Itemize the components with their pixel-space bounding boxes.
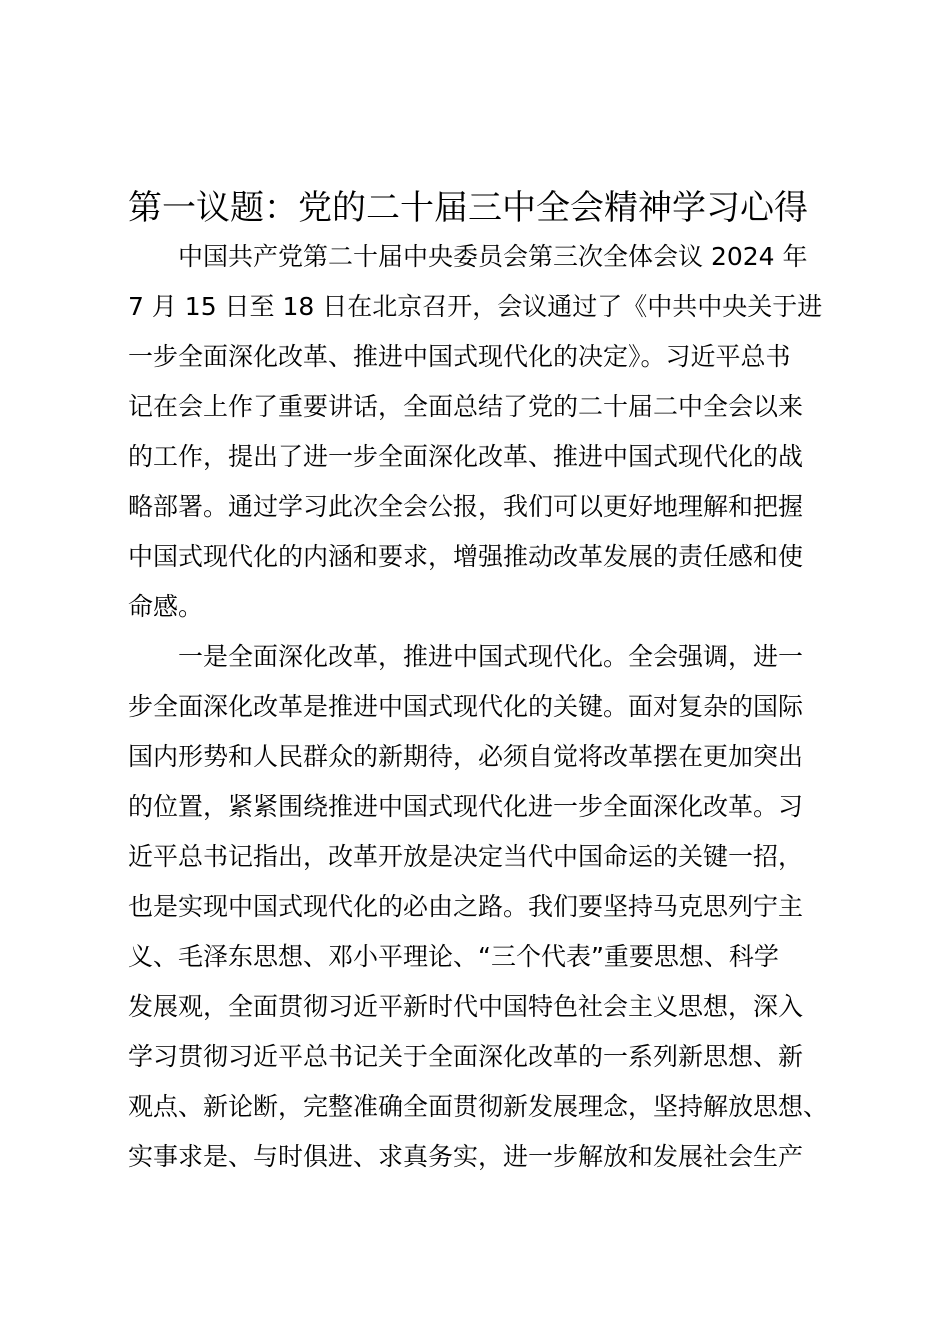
- paragraph-line: 中国式现代化的内涵和要求，增强推动改革发展的责任感和使: [128, 542, 804, 571]
- paragraph-line: 一步全面深化改革、推进中国式现代化的决定》。习近平总书: [128, 342, 791, 371]
- paragraph-line: 义、毛泽东思想、邓小平理论、“三个代表”重要思想、科学: [128, 942, 779, 971]
- paragraph-line: 也是实现中国式现代化的必由之路。我们要坚持马克思列宁主: [128, 892, 804, 921]
- paragraph-line: 中国共产党第二十届中央委员会第三次全体会议 2024 年: [178, 242, 808, 271]
- paragraph-line: 近平总书记指出，改革开放是决定当代中国命运的关键一招，: [128, 842, 804, 871]
- paragraph-line: 略部署。通过学习此次全会公报，我们可以更好地理解和把握: [128, 492, 804, 521]
- paragraph-line: 的位置，紧紧围绕推进中国式现代化进一步全面深化改革。习: [128, 792, 804, 821]
- paragraph-line: 命感。: [128, 592, 204, 621]
- paragraph-line: 一是全面深化改革，推进中国式现代化。全会强调，进一: [178, 642, 804, 671]
- paragraph-line: 实事求是、与时俱进、求真务实，进一步解放和发展社会生产: [128, 1142, 804, 1171]
- paragraph-line: 的工作，提出了进一步全面深化改革、推进中国式现代化的战: [128, 442, 804, 471]
- paragraph-line: 发展观，全面贯彻习近平新时代中国特色社会主义思想，深入: [128, 992, 804, 1021]
- paragraph-line: 观点、新论断，完整准确全面贯彻新发展理念，坚持解放思想、: [128, 1092, 829, 1121]
- paragraph-line: 国内形势和人民群众的新期待，必须自觉将改革摆在更加突出: [128, 742, 804, 771]
- paragraph-line: 7 月 15 日至 18 日在北京召开，会议通过了《中共中央关于进: [128, 292, 823, 321]
- paragraph-line: 记在会上作了重要讲话，全面总结了党的二十届二中全会以来: [128, 392, 804, 421]
- paragraph-line: 学习贯彻习近平总书记关于全面深化改革的一系列新思想、新: [128, 1042, 804, 1071]
- paragraph-line: 步全面深化改革是推进中国式现代化的关键。面对复杂的国际: [128, 692, 804, 721]
- document-title: 第一议题：党的二十届三中全会精神学习心得: [128, 188, 808, 228]
